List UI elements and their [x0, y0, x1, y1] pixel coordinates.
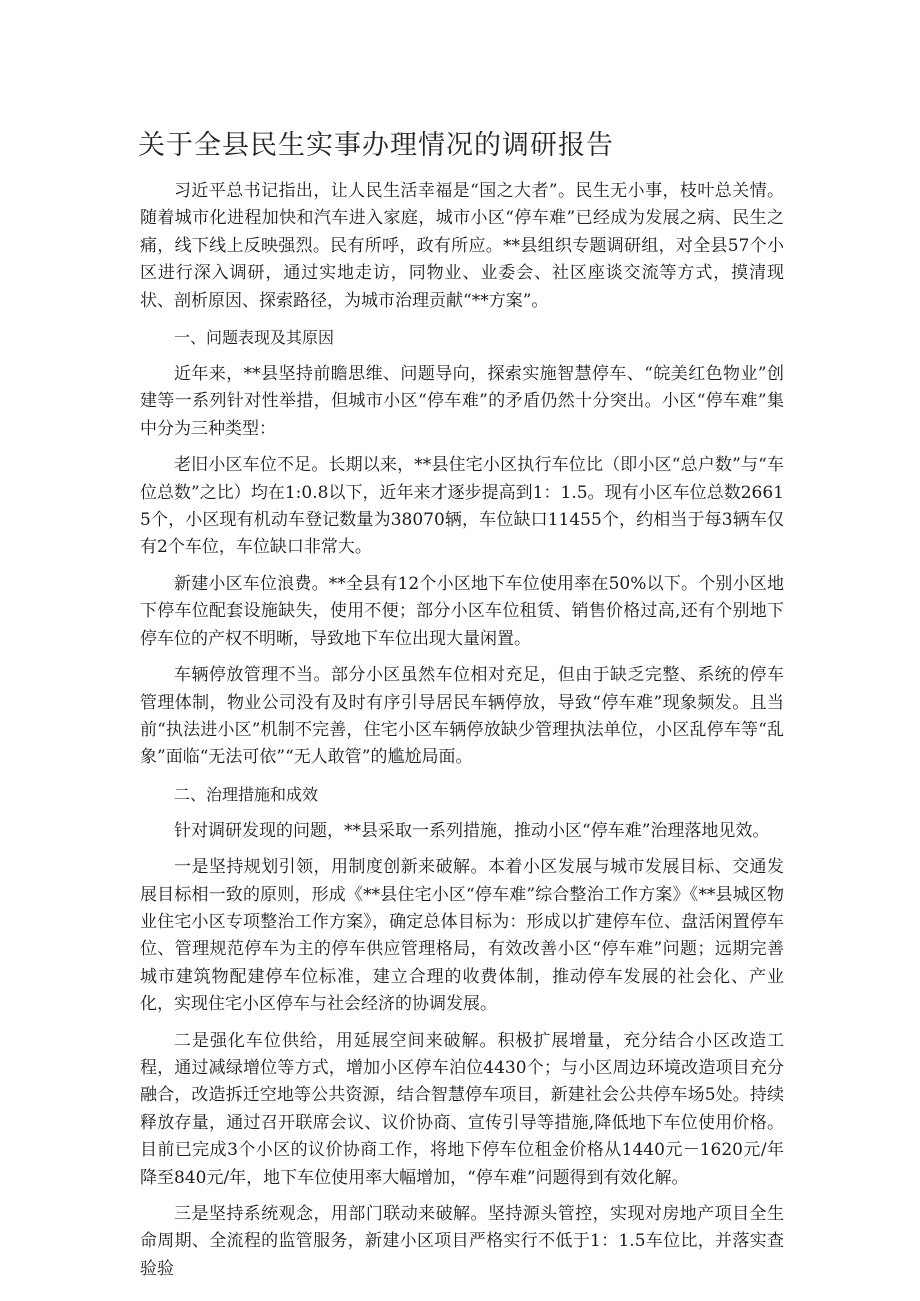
- old-community-paragraph: 老旧小区车位不足。长期以来，**县住宅小区执行车位比（即小区“总户数”与“车位总数”之比）均在1:0.8以下，近年来才逐步提高到1：1.5。现有小区车位总数26615个，小区现有机动车登记数量为38070辆，车位缺口11455个，约相当于每3辆车仅有2个车位，车位缺口非常大。: [140, 455, 784, 558]
- measure-supply-paragraph: 二是强化车位供给，用延展空间来破解。积极扩展增量，充分结合小区改造工程，通过减绿增位等方式，增加小区停车泊位4430个；与小区周边环境改造项目充分融合，改造拆迁空地等公共资源，结合智慧停车项目，新建社会公共停车场5处。持续释放存量，通过召开联席会议、议价协商、宣传引导等措施,降低地下车位使用价格。目前已完成3个小区的议价协商工作，将地下停车位租金价格从1440元－1620元/年降至840元/年，地下车位使用率大幅增加，“停车难”问题得到有效化解。: [140, 1030, 784, 1188]
- section-heading-problems: 一、问题表现及其原因: [174, 328, 335, 348]
- measure-planning-paragraph: 一是坚持规划引领，用制度创新来破解。本着小区发展与城市发展目标、交通发展目标相一致的原则，形成《**县住宅小区“停车难”综合整治工作方案》《**县城区物业住宅小区专项整治工作方案》，确定总体目标为：形成以扩建停车位、盘活闲置停车位、管理规范停车为主的停车供应管理格局，有效改善小区“停车难”问题；远期完善城市建筑物配建停车位标准，建立合理的收费体制，推动停车发展的社会化、产业化，实现住宅小区停车与社会经济的协调发展。: [140, 857, 784, 1015]
- measure-coordination-paragraph: 三是坚持系统观念，用部门联动来破解。坚持源头管控，实现对房地产项目全生命周期、全流程的监管服务，新建小区项目严格实行不低于1：1.5车位比，并落实查验验: [140, 1204, 784, 1279]
- report-body: [140, 178, 784, 1292]
- measures-overview-paragraph: 针对调研发现的问题，**县采取一系列措施，推动小区“停车难”治理落地见效。: [174, 820, 770, 841]
- report-title: 关于全县民生实事办理情况的调研报告: [138, 130, 614, 161]
- new-community-paragraph: 新建小区车位浪费。**全县有12个小区地下车位使用率在50%以下。个别小区地下停车位配套设施缺失，使用不便；部分小区车位租赁、销售价格过高,还有个别地下停车位的产权不明晰，导致地下车位出现大量闲置。: [140, 573, 784, 649]
- intro-paragraph: 习近平总书记指出，让人民生活幸福是“国之大者”。民生无小事，枝叶总关情。随着城市化进程加快和汽车进入家庭，城市小区“停车难”已经成为发展之病、民生之痛，线下线上反映强烈。民有所呼，政有所应。**县组织专题调研组，对全县57个小区进行深入调研，通过实地走访，同物业、业委会、社区座谈交流等方式，摸清现状、剖析原因、探索路径，为城市治理贡献“**方案”。: [140, 181, 784, 311]
- section-heading-measures: 二、治理措施和成效: [174, 784, 319, 804]
- parking-management-paragraph: 车辆停放管理不当。部分小区虽然车位相对充足，但由于缺乏完整、系统的停车管理体制，物业公司没有及时有序引导居民车辆停放，导致“停车难”现象频发。且当前“执法进小区”机制不完善，住宅小区车辆停放缺少管理执法单位，小区乱停车等“乱象”面临“无法可依”“无人敢管”的尴尬局面。: [140, 665, 784, 768]
- problems-overview-paragraph: 近年来，**县坚持前瞻思维、问题导向，探索实施智慧停车、“皖美红色物业”创建等一系列针对性举措，但城市小区“停车难”的矛盾仍然十分突出。小区“停车难”集中分为三种类型：: [140, 364, 784, 439]
